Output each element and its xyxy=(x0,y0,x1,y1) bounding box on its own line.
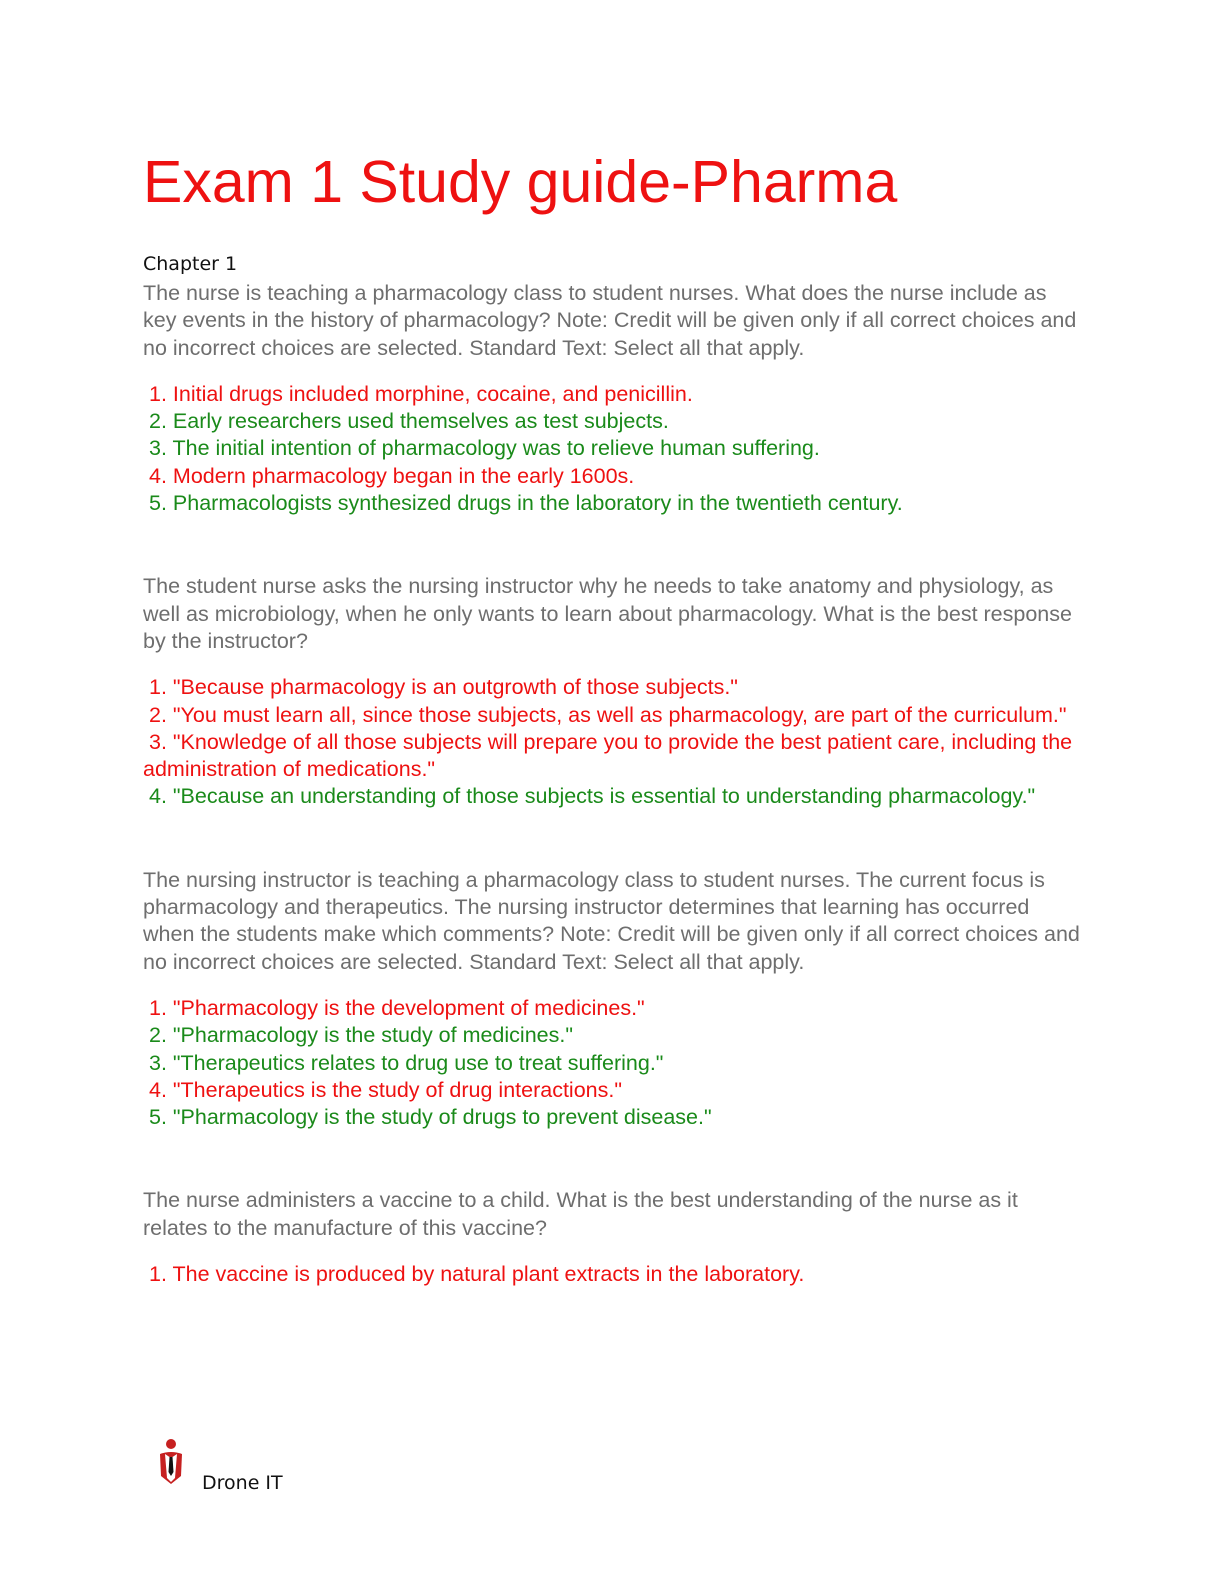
answer-item: 5. "Pharmacology is the study of drugs to prevent disease." xyxy=(149,1105,712,1130)
question-block xyxy=(143,867,1083,1132)
answer-item: 1. The vaccine is produced by natural plant extracts in the laboratory. xyxy=(149,1262,805,1287)
spacer xyxy=(143,811,1083,867)
answer-item: 4. "Because an understanding of those subjects is essential to understanding pharmacology." xyxy=(149,784,1036,809)
document-page xyxy=(143,150,1083,1288)
person-tie-logo-icon xyxy=(156,1438,186,1484)
spacer xyxy=(143,517,1083,573)
answer-list xyxy=(143,995,1083,1131)
question-text: The nursing instructor is teaching a pharmacology class to student nurses. The current focus is pharmacology and therapeutics. The nursing instructor determines that learning has occurred when the students make which comments? Note: Credit will be given only if all correct choices and no incorrect choices are selected. Standard Text: Select all that apply. xyxy=(143,867,1080,974)
answer-item: 3. "Knowledge of all those subjects will prepare you to provide the best patient care, including the administration of medications." xyxy=(143,729,1073,782)
answer-item: 3. "Therapeutics relates to drug use to treat suffering." xyxy=(149,1050,664,1075)
page-title: Exam 1 Study guide-Pharma xyxy=(143,149,898,215)
question-text: The nurse is teaching a pharmacology class to student nurses. What does the nurse include as key events in the history of pharmacology? Note: Credit will be given only if all correct choices and no incorrect choices are selected. Standard Text: Select all that apply. xyxy=(143,281,1077,360)
answer-item: 2. "Pharmacology is the study of medicines." xyxy=(149,1023,573,1048)
footer-brand-text: Drone IT xyxy=(202,1472,283,1494)
answer-list xyxy=(143,381,1083,517)
answer-item: 1. "Pharmacology is the development of medicines." xyxy=(149,995,645,1020)
answer-list xyxy=(143,1261,1083,1288)
chapter-heading: Chapter 1 xyxy=(143,253,238,275)
answer-item: 2. "You must learn all, since those subjects, as well as pharmacology, are part of the curriculum." xyxy=(149,702,1067,727)
page-footer xyxy=(156,1438,356,1498)
answer-item: 2. Early researchers used themselves as test subjects. xyxy=(149,409,669,434)
question-block xyxy=(143,1187,1083,1288)
answer-item: 4. Modern pharmacology began in the early 1600s. xyxy=(149,463,635,488)
answer-item: 3. The initial intention of pharmacology was to relieve human suffering. xyxy=(149,436,820,461)
question-text: The nurse administers a vaccine to a child. What is the best understanding of the nurse as it relates to the manufacture of this vaccine? xyxy=(143,1188,1018,1240)
spacer xyxy=(143,1131,1083,1187)
answer-list xyxy=(143,674,1083,810)
answer-item: 1. "Because pharmacology is an outgrowth of those subjects." xyxy=(149,675,738,700)
answer-item: 1. Initial drugs included morphine, cocaine, and penicillin. xyxy=(149,381,693,406)
answer-item: 5. Pharmacologists synthesized drugs in the laboratory in the twentieth century. xyxy=(149,491,903,516)
question-block xyxy=(143,573,1083,810)
question-text: The student nurse asks the nursing instructor why he needs to take anatomy and physiology, as well as microbiology, when he only wants to learn about pharmacology. What is the best response by the instructor? xyxy=(143,574,1072,653)
answer-item: 4. "Therapeutics is the study of drug interactions." xyxy=(149,1077,622,1102)
question-block xyxy=(143,280,1083,517)
